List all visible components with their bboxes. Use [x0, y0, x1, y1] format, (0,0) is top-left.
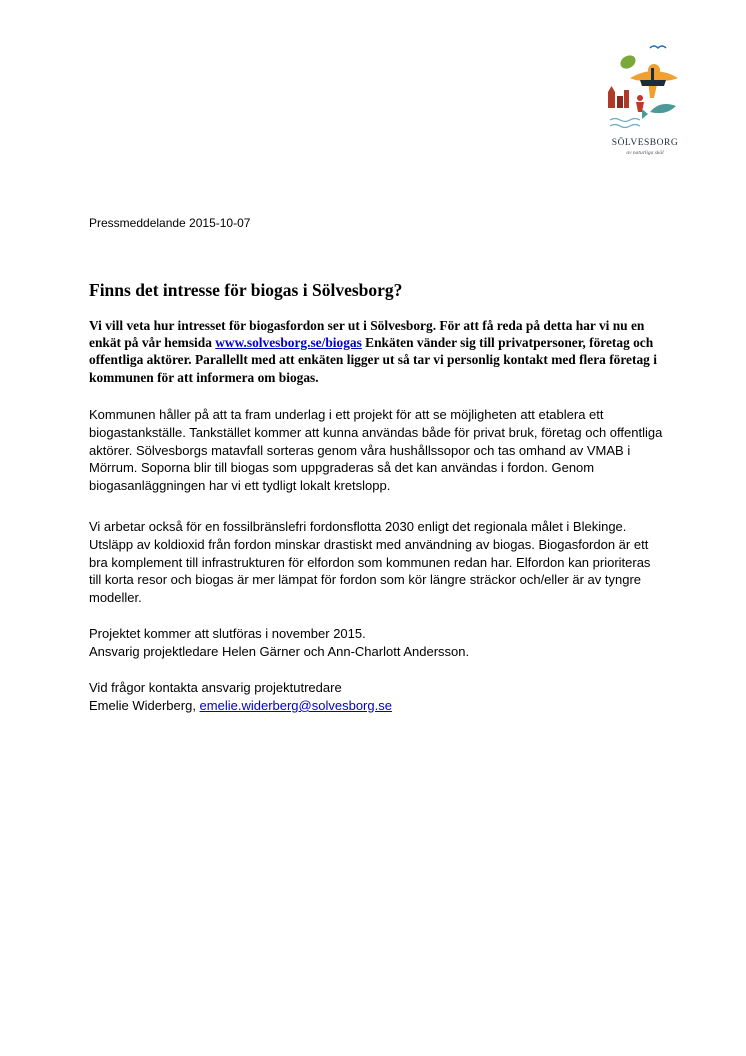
body-paragraph-1: Kommunen håller på att ta fram underlag i ett projekt för att se möjligheten att etablera ett biogastankställe. Tankstället kommer att kunna användas både för privat bruk, företag och offentliga aktörer. Sölvesborgs matavfall sorteras genom våra hushållssopor och tas omhand av VMAB i Mörrum. Soporna blir till biogas som uppgraderas så det kan användas i fordon. Genom biogasanläggningen har vi ett tydligt lokalt kretslopp. — [89, 407, 663, 494]
lead-text-end: Enkäten vänder sig till privatpersoner, företag och offentliga aktörer. Parallellt med att enkäten ligger ut så tar vi personlig kontakt med flera företag i kommunen för att informera om biogas. — [89, 335, 657, 385]
contact-name: Emelie Widerberg, — [89, 697, 200, 713]
logo-wordmark: SÖLVESBORG — [611, 138, 679, 148]
solvesborg-logo-icon — [600, 40, 690, 140]
page-title: Finns det intresse för biogas i Sölvesborg? — [89, 280, 403, 300]
contact-email-link[interactable]: emelie.widerberg@solvesborg.se — [199, 697, 392, 713]
project-end-line: Projektet kommer att slutföras i november 2015. — [89, 626, 366, 641]
project-leaders-line: Ansvarig projektledare Helen Gärner och Ann-Charlott Andersson. — [89, 643, 470, 659]
solvesborg-logo — [600, 40, 690, 170]
survey-link[interactable]: www.solvesborg.se/biogas — [215, 335, 362, 351]
lead-text-start: Vi vill veta hur intresset för biogasfordon ser ut i Sölvesborg. För att få reda på detta har vi nu en enkät på vår hemsida — [89, 318, 645, 351]
body-paragraph-3 — [89, 625, 664, 661]
lead-paragraph — [89, 317, 659, 386]
press-release-date: Pressmeddelande 2015-10-07 — [89, 216, 251, 230]
contact-intro: Vid frågor kontakta ansvarig projektutredare — [89, 680, 342, 695]
body-paragraph-2: Vi arbetar också för en fossilbränslefri fordonsflotta 2030 enligt det regionala målet i Blekinge. Utsläpp av koldioxid från fordon minskar drastiskt med användning av biogas. Biogasfordon är ett bra komplement till infrastrukturen för elfordon som kommunen redan har. Elfordon kan prioriteras till korta resor och biogas är mer lämpat för fordon som kör längre sträckor och/eller är av tyngre modeller. — [89, 519, 651, 606]
contact-paragraph — [89, 679, 664, 715]
logo-tagline: av naturliga skäl — [626, 150, 664, 156]
